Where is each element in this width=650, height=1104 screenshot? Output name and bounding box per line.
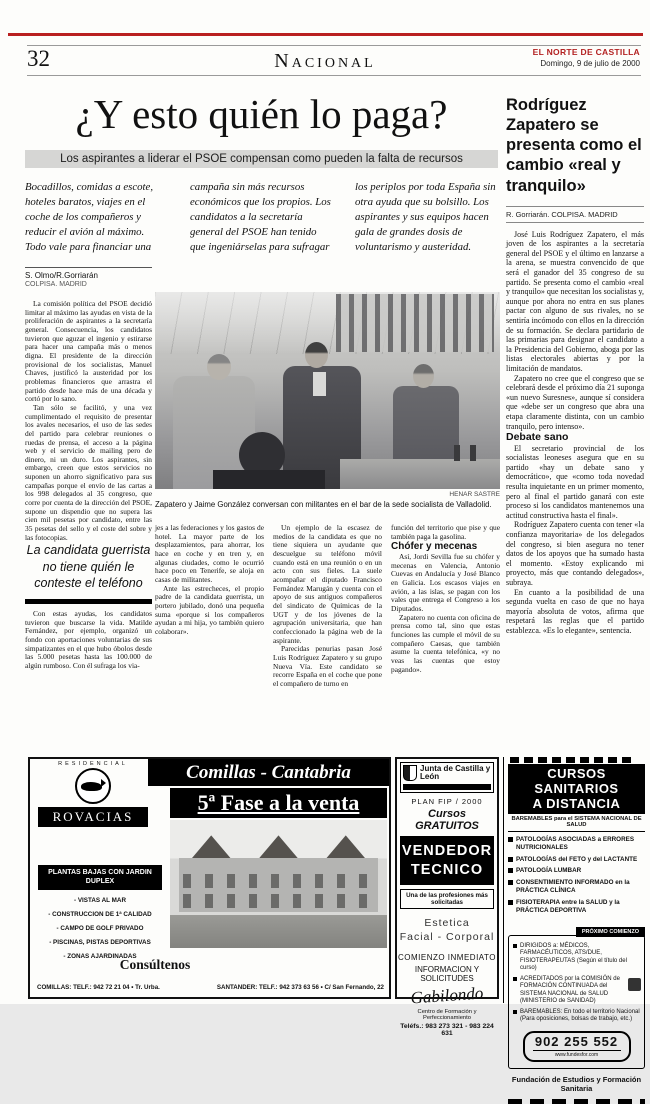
bullet-icon [513, 977, 517, 981]
bullet-icon [508, 868, 513, 873]
photo-shirt [313, 372, 326, 396]
info-item: DIRIGIDOS a: MÉDICOS, FARMACÉUTICOS, ATS/DUE, FISIOTERAPEUTAS (Según el título del curso) [513, 943, 640, 973]
info-item: ACREDITADOS por la COMISIÓN de FORMACIÓN CONTINUADA del SISTEMA NACIONAL de SALUD (MINISTERIO de SANIDAD) [513, 976, 640, 1006]
article-photo [155, 292, 500, 489]
paragraph: Así, Jordi Sevilla fue su chófer y mecenas en Valencia, Antonio Cuevas en Andalucía y José Blanco en Galicia. Los escasos viajes en avión, a las islas, se pagan con los vales que entrega el Congreso a los Diputados. [391, 552, 500, 613]
paper-name: EL NORTE DE CASTILLA [532, 47, 640, 57]
article-column-4 [391, 524, 500, 743]
paragraph: En cuanto a la posibilidad de una segunda vuelta en caso de que no haya mayoría absoluta de votos, afirma que respetará las reglas que el partido establezca. «Es lo elegante», sentencia. [506, 587, 644, 635]
top-red-rule [8, 33, 643, 36]
website-url: www.fundesfor.com [533, 1050, 621, 1058]
page-number: 32 [27, 46, 50, 71]
paragraph: Parecidas penurias pasan José Luis Rodríguez Zapatero y su grupo Nueva Vía. Este candidato se recorre España en el coche que pone el compañero de turno en [273, 644, 382, 688]
article-bottom-columns [155, 524, 500, 743]
school-phones: Teléfs.: 983 273 321 - 983 224 631 [400, 1022, 494, 1037]
phone-pill [523, 1031, 631, 1062]
paragraph: Rodríguez Zapatero cuenta con tener «la confianza mayoritaria» de los delegados del congreso, si bien asegura no tener datos de los apoyos que ha sumado hasta el momento. «Estoy explicando mi proyecto, más que contando delegados», subraya. [506, 520, 644, 587]
byline-authors: S. Olmo/R.Gorriarán [25, 271, 98, 280]
photo-person-head [305, 342, 328, 368]
rovacias-residencial-label: RESIDENCIAL [58, 761, 128, 767]
rovacias-logo [38, 761, 148, 827]
ad-course-title: VENDEDOR TECNICO [400, 836, 494, 886]
ad-rovacias [28, 757, 391, 999]
junta-black-strip [403, 784, 491, 790]
feature-item: - VISTAS AL MAR [73, 896, 126, 904]
accreditation-logo-icon [628, 978, 641, 991]
junta-header-box [400, 762, 494, 793]
article-column-3 [273, 524, 382, 743]
paragraph: función del territorio que pise y que también paga la gasolina. [391, 523, 500, 541]
paragraph: Zapatero no cuenta con oficina de prensa como tal, sino que estas funciones las cumple el móvil de su compañero Caesas, que también asume la cuenta telefónica, «y no veas las cuentas que estoy pagando». [391, 612, 500, 674]
article-column-2 [155, 524, 264, 743]
ad-location-header: Comillas - Cantabria [148, 759, 389, 786]
photo-bottle-rack [336, 294, 494, 352]
sidebar-crosshead: Debate sano [506, 431, 569, 444]
photo-bar-counter [340, 459, 500, 489]
house-illustration [170, 820, 387, 948]
paragraph: Con estas ayudas, los candidatos tuvieron que buscarse la vida. Matilde Fernández, por ejemplo, organizó un fondo con aportaciones voluntarias de sus simpatizantes en el que hubo óbolos desde las 5.000 pesetas hasta las 100.000 de algún rumboso. Con él sufraga los via- [25, 609, 152, 671]
next-start-badge: PRÓXIMO COMIENZO [508, 920, 645, 938]
feature-item: - CAMPO DE GOLF PRIVADO [56, 924, 144, 932]
feature-title: PLANTAS BAJAS CON JARDIN DUPLEX [38, 865, 162, 890]
sidebar-article [506, 95, 644, 743]
section-title: Nacional [274, 50, 376, 72]
ad-vendedor-tecnico [395, 757, 499, 1037]
paragraph: Tan sólo se facilitó, y una vez cumplimentado el requisito de presentar los avales necesarios, el uso de las sedes del partido para celebrar reuniones o ruedas de prensa, el acceso a la página web y el servicio de mailing pero de dinero, ni un duro. Los aspirantes, sin embargo, creen que estos servicios no suponen un ahorro significativo para sus campañas porque el envío de las cartas a los 998 delegados al 35 congreso, que corre por cuenta de la dirección del PSOE, supone un dispendio que no supera las cien mil pesetas por candidato, entre las 35 pesetas del sello y el coste del sobre y las fotocopias. [25, 402, 152, 542]
paragraph: El secretario provincial de los socialistas leoneses asegura que en su partido «hay un debate sano y democrático», que «como toda novedad resulta inquietante en un primer momento, pero al final el partido ganará con este proceso si los candidatos mantenemos una actitud constructiva hasta el final». [506, 443, 644, 520]
article-column-1 [25, 300, 152, 743]
course-item: PATOLOGÍAS del FETO y del LACTANTE [508, 856, 645, 864]
filmstrip-decoration [510, 757, 643, 763]
paragraph: Zapatero no cree que el congreso que se celebrará desde el próximo día 21 suponga «un nuevo Suresnes», aunque sí considera que «debe ser un congreso que abra una etapa claramente distinta, con un cambio tranquilo, pero intenso». [506, 373, 644, 431]
main-headline: ¿Y esto quién lo paga? [75, 91, 448, 137]
photo-bottle [470, 445, 476, 461]
ad-feature-list [38, 865, 162, 960]
ad-cta: Consúltenos [119, 957, 191, 972]
lead-col-2: campaña sin más recursos económicos que los propios. Los candidatos a la secretaría general del PSOE han tenido que ingeniárselas para sufragar [190, 181, 331, 253]
contact-comillas: COMILLAS: TELF.: 942 72 21 04 • Tr. Urba. [37, 984, 160, 991]
bullet-icon [508, 857, 513, 862]
photo-bottle [454, 445, 460, 461]
feature-item: - CONSTRUCCION DE 1ª CALIDAD [48, 910, 152, 918]
info-item: BAREMABLES: En todo el territorio Nacional (Para oposiciones, bolsas de trabajo, etc.) [513, 1009, 640, 1024]
photo-person-head [207, 354, 231, 380]
photo-person-head [413, 364, 434, 388]
bullet-icon [508, 880, 513, 885]
estetica-label: Estetica Facial - Corporal [399, 917, 495, 944]
bullet-icon [513, 944, 517, 948]
ad-contacts [37, 984, 384, 991]
paragraph: Un ejemplo de la escasez de medios de la candidata es que no tiene siquiera un ayudante que descuelgue su teléfono móvil cuando está en una reunión o en un acto con sus fieles. La suele acompañar el diputado Francisco Fernández Marugán y cuenta con el apoyo de sus antiguos compañeros del sindicato de Químicas de la UGT y de los jóvenes de la agrupación universitaria, que han confeccionado la página web de la aspirante. [273, 523, 382, 645]
course-item: FISIOTERAPIA entre la SALUD y la PRÁCTICA DEPORTIVA [508, 899, 645, 915]
bullet-icon [508, 900, 513, 905]
ad-phase-banner: 5ª Fase a la venta [170, 788, 387, 818]
course-item: PATOLOGÍA LUMBAR [508, 867, 645, 875]
masthead-rule-top [27, 45, 641, 46]
ad-cursos-sanitarios [503, 757, 645, 1093]
rovacias-brand: ROVACIAS [38, 807, 148, 827]
paragraph: José Luis Rodríguez Zapatero, el más joven de los aspirantes a la secretaría general del PSOE y el último en lanzarse a la arena, se muestra convencido de que será el ganador del 35 congreso de su partido. Se presenta como el cambio «real y tranquilo» que necesitan los socialistas y, aunque por ahora no entra en sus planes pactar con alguno de sus rivales, no se sentiría incómodo con ellos en la dirección de su formación. Se declara partidario de las primarias para designar el candidato a la Presidencia del Gobierno, aboga por las listas electorales abiertas y por la limitación de mandatos. [506, 229, 644, 373]
start-label: COMIENZO INMEDIATO [397, 952, 497, 962]
junta-shield-icon [403, 765, 417, 781]
info-label: INFORMACION Y SOLICITUDES [414, 964, 480, 983]
lead-col-3: los periplos por toda España sin otra ayuda que su bolsillo. Los aspirantes y sus equipos hacen gala de grandes dosis de voluntarismo y austeridad. [355, 181, 496, 253]
junta-org-name: Junta de Castilla y León [420, 764, 491, 782]
pull-quote-rule [25, 599, 152, 604]
paragraph: La comisión política del PSOE decidió limitar al máximo las ayudas en vista de la proliferación de aspirantes a la secretaría general. Consecuencia, los candidatos tuvieron que aguzar el ingenio y estirarse para hacer una campaña más o menos digna. El presidente de la dirección provisional de los socialistas, Manuel Chaves, justificó la austeridad por los problemas financieros que arrastra el partido desde hace más de una década y cortó por lo sano. [25, 299, 152, 404]
divider [508, 831, 645, 832]
lead-col-1: Bocadillos, comidas a escote, hoteles baratos, viajes en el coche de los compañeros y reducir el avión al máximo. Todo vale para financiar una [25, 181, 154, 253]
pull-quote: La candidata guerrista no tiene quién le conteste el teléfono [26, 543, 151, 590]
ad-course-subtitle: BAREMABLES para el SISTEMA NACIONAL DE SALUD [511, 815, 642, 828]
photo-caption: Zapatero y Jaime González conversan con militantes en el bar de la sede socialista de Valladolid. [155, 500, 492, 509]
sidebar-byline: R. Gorriarán. COLPISA. MADRID [506, 206, 644, 223]
sidebar-headline: Rodríguez Zapatero se presenta como el cambio «real y tranquilo» [506, 96, 642, 195]
course-item: CONSENTIMIENTO INFORMADO en la PRÁCTICA CLÍNICA [508, 879, 645, 895]
contact-santander: SANTANDER: TELF.: 942 373 63 56 • C/ San Fernando, 22 [216, 984, 384, 991]
course-item: PATOLOGÍAS ASOCIADAS a ERRORES NUTRICIONALES [508, 836, 645, 852]
masthead-block [533, 47, 640, 68]
photo-person-silhouette [213, 470, 325, 489]
school-subtitle: Centro de Formación y Perfeccionamiento [417, 1008, 477, 1021]
ad-course-header: CURSOS SANITARIOS A DISTANCIA [508, 764, 645, 814]
feature-item: - ZONAS AJARDINADAS [63, 952, 137, 960]
paragraph: Ante las estrecheces, el propio padre de la candidata guerrista, un portero jubilado, donó una pequeña suma «porque si los compañeros ayudan a mi hija, yo también quiero colaborar». [155, 583, 264, 636]
article-crosshead: Chófer y mecenas [391, 541, 478, 553]
bullet-icon [508, 837, 513, 842]
main-subhead: Los aspirantes a liderar el PSOE compensan como pueden la falta de recursos [25, 150, 498, 168]
whale-logo-icon [75, 768, 111, 804]
ad-tagline: Una de las profesiones más solicitadas [400, 889, 494, 909]
paper-date: Domingo, 9 de julio de 2000 [540, 59, 640, 68]
free-courses-label: Cursos GRATUITOS [415, 807, 479, 832]
plan-label: PLAN FIP / 2000 [411, 796, 483, 806]
sidebar-body [506, 230, 644, 636]
byline-agency: COLPISA. MADRID [25, 281, 87, 288]
photo-credit: HENAR SASTRE [449, 491, 500, 498]
course-info-box [508, 935, 645, 1069]
phone-number: 902 255 552 [534, 1033, 619, 1049]
feature-item: - PISCINAS, PISTAS DEPORTIVAS [49, 938, 151, 946]
byline-block [25, 267, 152, 288]
dashed-cut-line [508, 1099, 645, 1104]
bullet-icon [513, 1010, 517, 1014]
lead-paragraphs [25, 180, 498, 254]
masthead-rule-bottom [27, 75, 641, 76]
foundation-name: Fundación de Estudios y Formación Sanitaria [511, 1074, 642, 1093]
school-signature: Gabilondo [410, 983, 484, 1008]
paragraph: jes a las federaciones y los gastos de hotel. La mayor parte de los desplazamientos, para ahorrar, los hace en coche y en tren y, en algunas ciudades, como le ocurrió hace poco en Tenerife, se aloja en casas de militantes. [155, 523, 264, 584]
